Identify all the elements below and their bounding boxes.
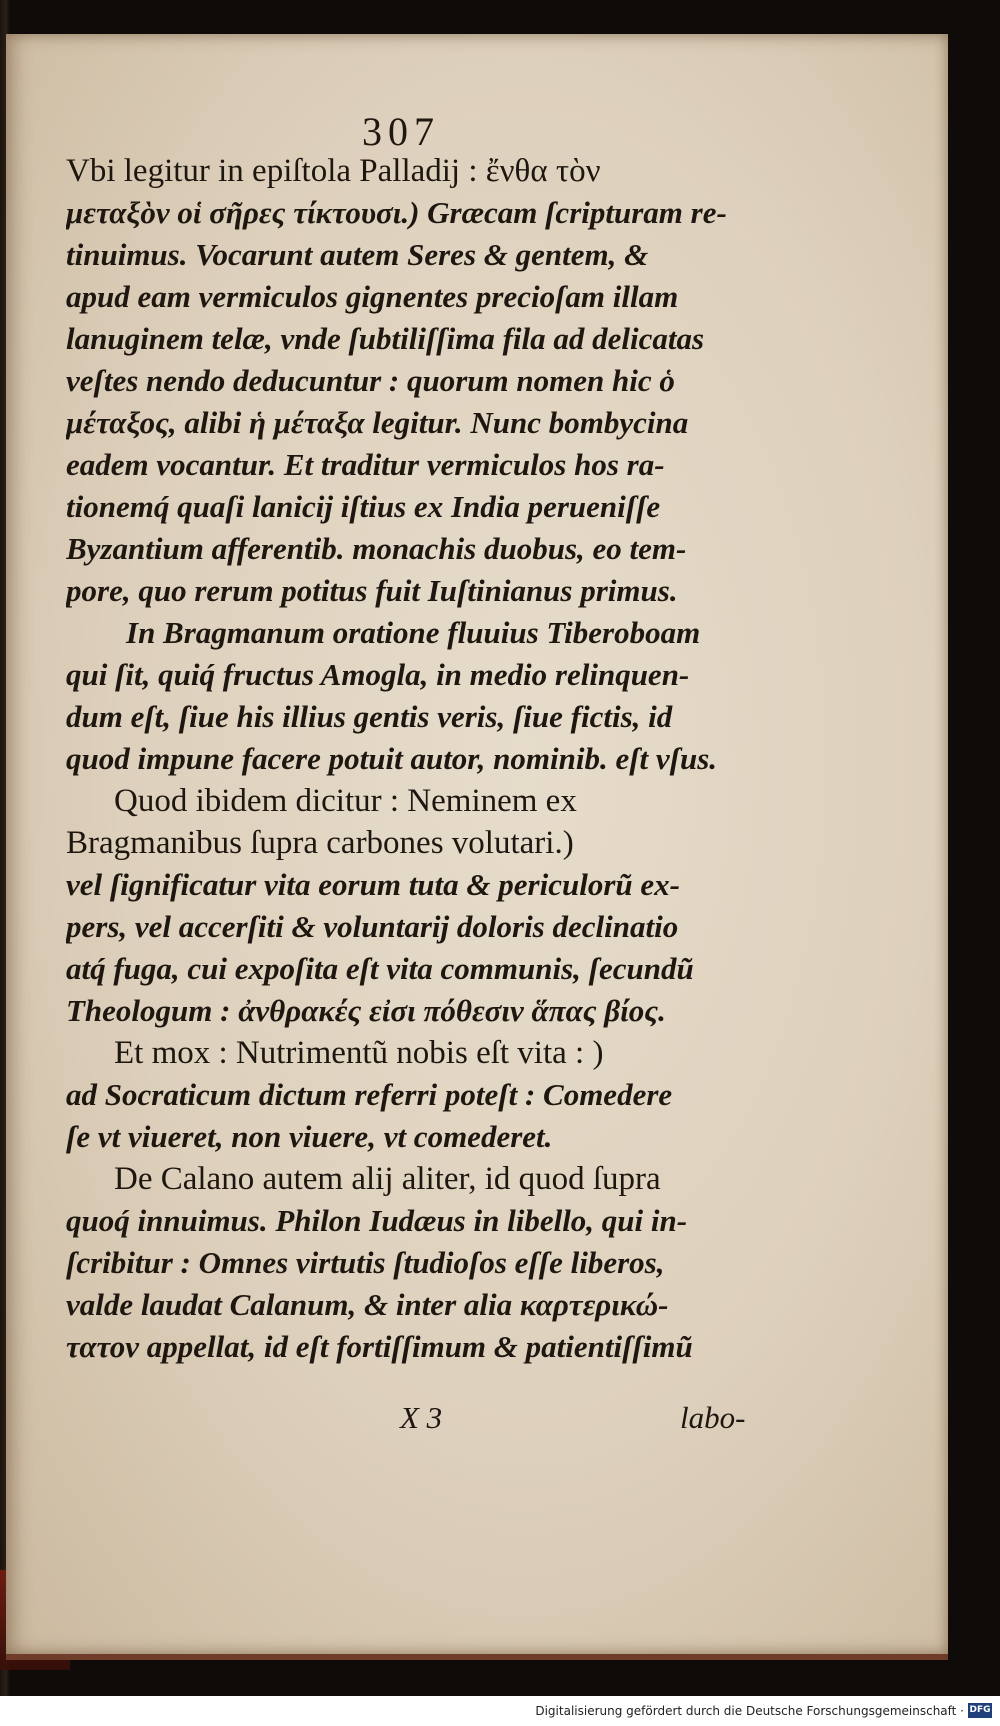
text-line: In Bragmanum oratione fluuius Tiberoboam <box>126 615 701 650</box>
text-line: Et mox : Nutrimentũ nobis eſt vita : ) <box>114 1035 604 1071</box>
text-line: vel ſignificatur vita eorum tuta & periculorũ ex- <box>66 867 680 902</box>
text-line: atq́ fuga, cui expoſita eſt vita communis, ſecundũ <box>66 951 694 986</box>
text-line: τατον appellat, id eſt fortiſſimum & patientiſſimũ <box>66 1329 693 1364</box>
text-line: veſtes nendo deducuntur : quorum nomen hic ὁ <box>66 363 675 398</box>
text-line: pore, quo rerum potitus fuit Iuſtinianus primus. <box>66 573 678 608</box>
text-line: pers, vel accerſiti & voluntarij doloris declinatio <box>66 909 679 944</box>
text-line: μεταξὸν οἱ σῆρες τίκτουσι.) Græcam ſcripturam re- <box>66 195 727 230</box>
text-line: apud eam vermiculos gignentes precioſam illam <box>66 279 679 314</box>
text-line: ſe vt viueret, non viuere, vt comederet. <box>66 1119 553 1154</box>
text-line: quoq́ innuimus. Philon Iudæus in libello, qui in- <box>66 1203 688 1238</box>
text-line: quod impune facere potuit autor, nominib. eſt vſus. <box>66 741 718 776</box>
text-line: Theologum : ἀνθρακές εἰσι πόθεσιν ἅπας βίος. <box>66 993 666 1028</box>
text-line: tinuimus. Vocarunt autem Seres & gentem, & <box>66 237 649 272</box>
text-line: ad Socraticum dictum referri poteſt : Comedere <box>66 1077 673 1112</box>
text-line: Quod ibidem dicitur : Neminem ex <box>114 783 577 819</box>
text-line: Bragmanibus ſupra carbones volutari.) <box>66 825 574 861</box>
text-line: De Calano autem alij aliter, id quod ſupra <box>114 1161 661 1197</box>
text-line: Byzantium afferentib. monachis duobus, eo tem- <box>66 531 687 566</box>
page-bottom-edge <box>6 1654 948 1660</box>
text-line: qui ſit, quiq́ fructus Amogla, in medio relinquen- <box>66 657 690 692</box>
text-line: ſcribitur : Omnes virtutis ſtudioſos eſſe liberos, <box>66 1245 665 1280</box>
signature-mark: X 3 <box>400 1400 443 1435</box>
page-number: 307 <box>362 109 440 154</box>
footer-credit: Digitalisierung gefördert durch die Deutsche Forschungsgemeinschaft · <box>535 1704 964 1718</box>
footer-bar <box>0 1696 1000 1726</box>
catchword: labo- <box>680 1400 746 1435</box>
text-line: eadem vocantur. Et traditur vermiculos hos ra- <box>66 447 665 482</box>
text-line: Vbi legitur in epiſtola Palladij : ἔνθα τὸν <box>66 153 601 189</box>
text-line: tionemq́ quaſi lanicij iſtius ex India perueniſſe <box>66 489 661 524</box>
text-line: valde laudat Calanum, & inter alia καρτερικώ- <box>66 1287 669 1322</box>
page-text <box>66 150 764 1368</box>
text-line: lanuginem telæ, vnde ſubtiliſſima fila ad delicatas <box>66 321 705 356</box>
text-line: μέταξος, alibi ἡ μέταξα legitur. Nunc bombycina <box>66 405 689 440</box>
text-line: dum eſt, ſiue his illius gentis veris, ſiue fictis, id <box>66 699 673 734</box>
dfg-logo-icon: DFG <box>968 1703 992 1718</box>
